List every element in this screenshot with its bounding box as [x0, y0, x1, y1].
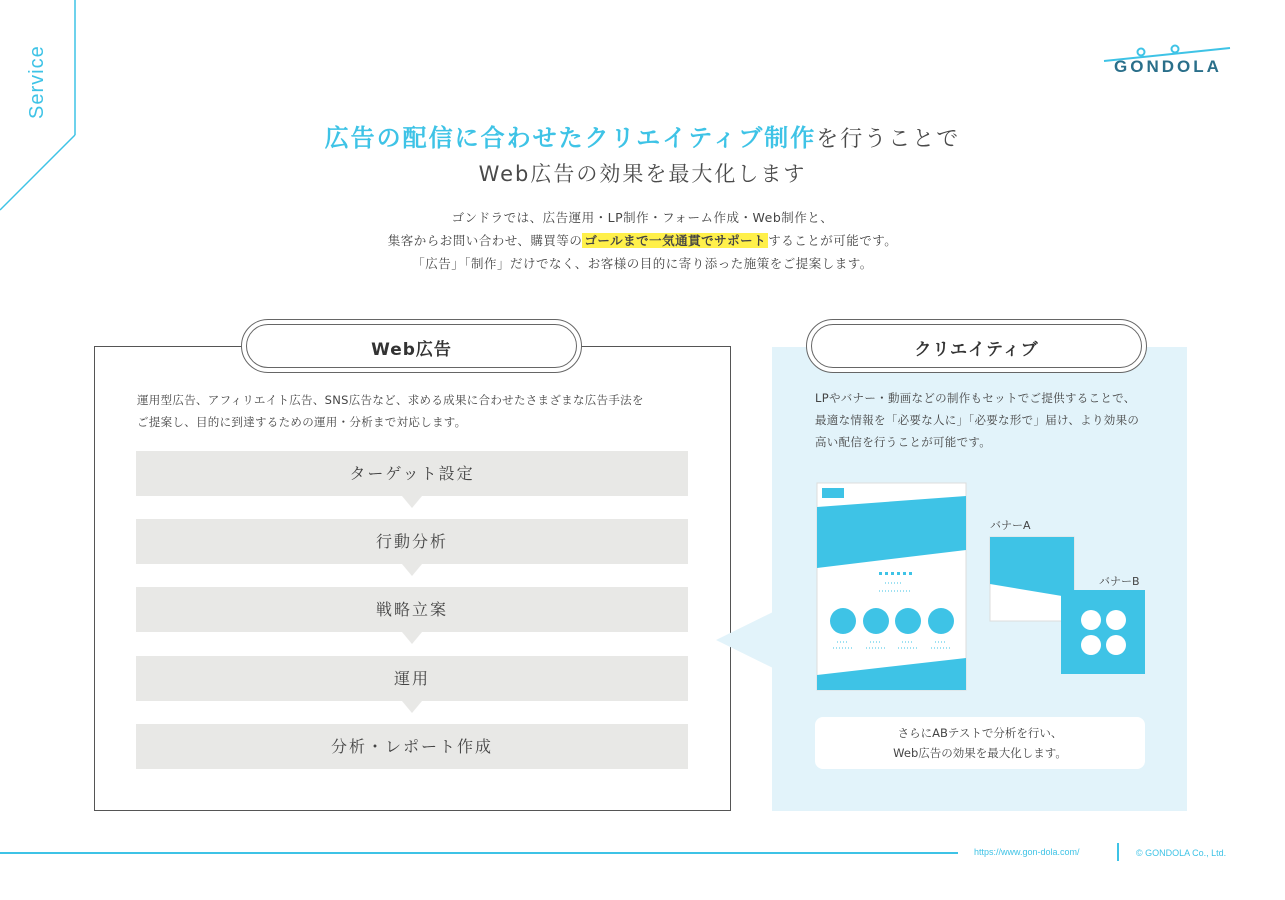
- step-operation: [136, 656, 688, 701]
- ab-test-note: [815, 717, 1145, 769]
- intro-highlight: ゴールまで一気通貫でサポート: [584, 233, 767, 248]
- creative-title-pill: [806, 319, 1147, 373]
- step-label: ターゲット設定: [349, 464, 475, 483]
- step-arrow: [402, 496, 422, 508]
- creative-desc-line1: LPやバナー・動画などの制作もセットでご提供することで、: [815, 391, 1136, 405]
- web-ad-desc-line1: 運用型広告、アフィリエイト広告、SNS広告など、求める成果に合わせたさまざまな広告手法を: [137, 393, 644, 407]
- web-ad-desc-line2: ご提案し、目的に到達するための運用・分析まで対応します。: [137, 415, 467, 429]
- web-ad-title-pill: [241, 319, 582, 373]
- creative-description: [815, 387, 1175, 453]
- footer-divider: [0, 852, 958, 854]
- intro-line2-pre: 集客からお問い合わせ、購買等の: [387, 233, 583, 248]
- headline-line1-rest: を行うことで: [816, 127, 961, 152]
- step-label: 戦略立案: [375, 600, 448, 619]
- side-tab-label: Service: [26, 45, 48, 119]
- step-target-setting: [136, 451, 688, 496]
- step-arrow: [402, 632, 422, 644]
- creative-title: クリエイティブ: [914, 340, 1039, 360]
- creative-desc-line2: 最適な情報を「必要な人に」「必要な形で」届け、より効果の: [815, 413, 1140, 427]
- footer-copyright: © GONDOLA Co., Ltd.: [1136, 848, 1227, 858]
- banner-a-label: バナーA: [990, 519, 1031, 532]
- step-arrow: [402, 701, 422, 713]
- step-label: 行動分析: [375, 532, 448, 551]
- headline-line2: Web広告の効果を最大化します: [478, 162, 807, 186]
- gondola-logo: [1100, 44, 1232, 84]
- intro-line1: ゴンドラでは、広告運用・LP制作・フォーム作成・Web制作と、: [451, 210, 834, 225]
- note-line1: さらにABテストで分析を行い、: [897, 726, 1063, 740]
- headline-accent: 広告の配信に合わせたクリエイティブ制作: [324, 124, 817, 152]
- footer-separator: [1117, 843, 1119, 861]
- web-ad-description: [137, 389, 697, 433]
- step-behavior-analysis: [136, 519, 688, 564]
- headline-line1: [0, 118, 1285, 153]
- logo-text: GONDOLA: [1114, 57, 1222, 76]
- web-ad-title: Web広告: [371, 340, 452, 360]
- intro-line2: [0, 231, 1285, 249]
- step-arrow: [402, 564, 422, 576]
- lp-mock-image: [817, 483, 966, 690]
- intro-line2-post: することが可能です。: [768, 233, 898, 248]
- step-strategy: [136, 587, 688, 632]
- step-analysis-report: [136, 724, 688, 769]
- creative-desc-line3: 高い配信を行うことが可能です。: [815, 435, 992, 449]
- intro-line3: 「広告」「制作」だけでなく、お客様の目的に寄り添った施策をご提案します。: [412, 256, 873, 271]
- footer-url-link[interactable]: https://www.gon-dola.com/: [974, 847, 1080, 857]
- step-label: 分析・レポート作成: [330, 737, 493, 756]
- banner-b-label: バナーB: [1099, 575, 1140, 588]
- note-line2: Web広告の効果を最大化します。: [893, 746, 1067, 760]
- panel-pointer: [716, 612, 773, 668]
- step-label: 運用: [393, 669, 430, 688]
- banner-b-image: [1061, 590, 1145, 674]
